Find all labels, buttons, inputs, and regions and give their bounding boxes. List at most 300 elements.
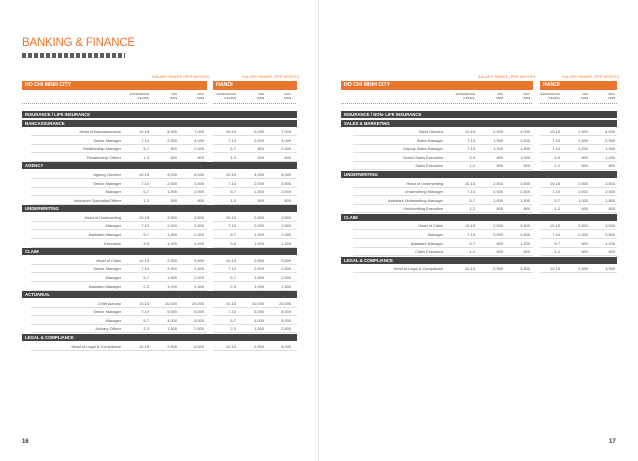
min-salary-value: 4,000 — [254, 171, 264, 177]
min-salary-value: 2,000 — [254, 223, 264, 229]
max-salary-value: 20,000 — [279, 300, 291, 306]
min-salary-value: 4,000 — [167, 171, 177, 177]
role-label: Head of Claim — [96, 257, 121, 263]
max-salary-value: 2,500 — [520, 189, 530, 195]
min-salary-value: 1,500 — [167, 189, 177, 195]
experience-value: 5-7 — [469, 240, 475, 246]
page-number-left: 16 — [22, 439, 29, 445]
max-salary-value: 20,000 — [192, 300, 204, 306]
table-section-header: LEGAL & COMPLIANCE — [22, 334, 297, 341]
header-divider-hanoi — [213, 103, 297, 104]
max-salary-value: 800 — [284, 154, 291, 160]
min-salary-value: 800 — [170, 146, 177, 152]
max-salary-value: 2,500 — [281, 266, 291, 272]
role-label: Deputy Sales Manager — [403, 146, 443, 152]
min-salary-value: 500 — [170, 154, 177, 160]
experience-value: 7-10 — [467, 232, 475, 237]
max-salary-value: 6,000 — [281, 171, 291, 177]
min-salary-value: 800 — [496, 240, 503, 246]
table-row — [0, 240, 617, 247]
role-label: Manager — [105, 274, 121, 280]
table-row — [0, 137, 617, 144]
max-salary-value: 3,500 — [605, 180, 615, 186]
role-label: Manager — [105, 317, 121, 323]
experience-value: 7-10 — [228, 137, 236, 143]
table-row — [0, 248, 617, 255]
max-salary-value: 2,500 — [281, 223, 291, 229]
experience-value: 10-15 — [465, 129, 475, 134]
role-label: Actuary Officer — [95, 326, 121, 332]
min-salary-value: 1,000 — [493, 197, 503, 203]
max-salary-value: 1,500 — [194, 283, 204, 289]
experience-value: 10-15 — [139, 214, 149, 220]
max-salary-value: 3,500 — [520, 223, 530, 229]
experience-value: 5-7 — [143, 146, 149, 152]
experience-value: 7-10 — [141, 266, 149, 272]
min-salary-value: 2,500 — [167, 343, 177, 349]
max-salary-value: 1,500 — [520, 146, 530, 152]
min-salary-value: 2,500 — [167, 214, 177, 220]
city-header-hcm: HO CHI MINH CITY — [22, 81, 207, 90]
min-salary-value: 2,000 — [167, 266, 177, 272]
max-salary-value: 2,500 — [520, 232, 530, 237]
max-salary-value: 2,000 — [281, 146, 291, 152]
experience-value: 10-15 — [139, 343, 149, 349]
min-salary-value: 1,000 — [167, 283, 177, 289]
experience-value: 5-7 — [554, 197, 560, 203]
role-label: Sales Manager — [416, 137, 443, 143]
min-salary-value: 800 — [581, 240, 588, 246]
table-row — [0, 257, 297, 264]
max-salary-value: 1,200 — [281, 240, 291, 246]
max-salary-value: 1,500 — [605, 146, 615, 152]
experience-value: 10-15 — [550, 266, 560, 272]
salary-range-label-hanoi: SALARY RANGE (PER MONTH) — [562, 75, 620, 79]
max-salary-value: 2,500 — [605, 137, 615, 143]
max-salary-value: 3,500 — [605, 266, 615, 272]
min-salary-value: 2,500 — [493, 180, 503, 186]
max-salary-value: 8,000 — [194, 309, 204, 315]
column-header-min: MIN '000$ — [256, 92, 264, 100]
experience-value: 5-7 — [230, 189, 236, 195]
experience-value: 2-3 — [230, 283, 236, 289]
experience-value: 10-15 — [139, 129, 149, 134]
min-salary-value: 2,500 — [167, 257, 177, 263]
experience-value: 1-3 — [143, 197, 149, 203]
experience-value: 7-10 — [228, 309, 236, 315]
experience-value: 10-15 — [465, 223, 475, 229]
min-salary-value: 1,200 — [578, 146, 588, 152]
min-salary-value: 10,000 — [252, 300, 264, 306]
experience-value: 1-2 — [469, 206, 475, 212]
min-salary-value: 1,500 — [167, 274, 177, 280]
min-salary-value: 1,000 — [254, 283, 264, 289]
min-salary-value: 1,500 — [254, 326, 264, 332]
role-label: Relationship Officer — [87, 154, 121, 160]
min-salary-value: 5,000 — [167, 129, 177, 134]
min-salary-value: 2,000 — [493, 189, 503, 195]
table-row — [0, 180, 617, 187]
role-label: Chief Actuary — [97, 300, 121, 306]
min-salary-value: 2,000 — [254, 137, 264, 143]
max-salary-value: 3,500 — [605, 223, 615, 229]
role-label: Head of Legal & Compliance — [393, 266, 443, 272]
min-salary-value: 2,500 — [493, 223, 503, 229]
city-header-hanoi: HANOI — [213, 81, 297, 90]
experience-value: 10-15 — [139, 171, 149, 177]
max-salary-value: 5,000 — [281, 343, 291, 349]
min-salary-value: 600 — [496, 206, 503, 212]
table-row — [0, 188, 617, 195]
min-salary-value: 4,000 — [167, 317, 177, 323]
experience-value: 7-10 — [141, 309, 149, 315]
min-salary-value: 500 — [170, 197, 177, 203]
table-row — [0, 325, 297, 332]
min-salary-value: 2,500 — [578, 223, 588, 229]
city-header-hanoi: HANOI — [540, 81, 617, 90]
min-salary-value: 2,500 — [578, 129, 588, 134]
experience-value: 5-7 — [230, 146, 236, 152]
experience-value: 10-15 — [465, 266, 475, 272]
min-salary-value: 2,500 — [493, 129, 503, 134]
table-section-header: LEGAL & COMPLIANCE — [341, 257, 617, 264]
role-label: Head of Bancassurance — [79, 129, 121, 134]
experience-value: 3-5 — [469, 154, 475, 160]
max-salary-value: 2,000 — [194, 274, 204, 280]
experience-value: 7-10 — [552, 189, 560, 195]
max-salary-value: 800 — [197, 197, 204, 203]
min-salary-value: 500 — [581, 163, 588, 169]
experience-value: 7-10 — [228, 180, 236, 186]
min-salary-value: 2,500 — [254, 343, 264, 349]
experience-value: 5-7 — [230, 232, 236, 237]
max-salary-value: 3,500 — [520, 266, 530, 272]
max-salary-value: 800 — [608, 206, 615, 212]
min-salary-value: 1,500 — [254, 274, 264, 280]
max-salary-value: 3,500 — [194, 214, 204, 220]
title-decoration — [22, 53, 125, 58]
experience-value: 10-15 — [226, 257, 236, 263]
max-salary-value: 6,000 — [194, 171, 204, 177]
min-salary-value: 2,500 — [254, 180, 264, 186]
max-salary-value: 800 — [197, 154, 204, 160]
min-salary-value: 2,000 — [493, 232, 503, 237]
min-salary-value: 1,500 — [254, 232, 264, 237]
experience-value: 5-7 — [143, 274, 149, 280]
max-salary-value: 1,200 — [194, 240, 204, 246]
header-divider-hcm — [22, 103, 207, 104]
max-salary-value: 800 — [523, 249, 530, 255]
experience-value: 10-15 — [226, 129, 236, 134]
experience-value: 10-15 — [139, 300, 149, 306]
max-salary-value: 2,500 — [605, 189, 615, 195]
table-row — [0, 274, 297, 281]
experience-value: 1-2 — [554, 206, 560, 212]
max-salary-value: 2,500 — [520, 137, 530, 143]
experience-value: 10-15 — [226, 171, 236, 177]
min-salary-value: 500 — [257, 154, 264, 160]
min-salary-value: 4,000 — [254, 317, 264, 323]
min-salary-value: 2,500 — [167, 180, 177, 186]
min-salary-value: 2,500 — [578, 266, 588, 272]
header-divider-hcm — [341, 103, 533, 104]
column-header-experience: EXPERIENCE (YEARS) — [216, 92, 236, 100]
table-row — [0, 300, 297, 307]
min-salary-value: 800 — [257, 146, 264, 152]
role-label: Manager — [427, 232, 443, 237]
min-salary-value: 500 — [496, 163, 503, 169]
role-label: Sales Director — [418, 129, 443, 134]
min-salary-value: 1,500 — [167, 326, 177, 332]
experience-value: 5-7 — [143, 189, 149, 195]
max-salary-value: 1,000 — [520, 154, 530, 160]
row-divider — [353, 272, 533, 273]
experience-value: 10-15 — [550, 223, 560, 229]
max-salary-value: 1,200 — [520, 240, 530, 246]
max-salary-value: 3,500 — [194, 180, 204, 186]
table-section-header: BANCASSURANCE — [22, 120, 297, 127]
max-salary-value: 3,500 — [281, 214, 291, 220]
min-salary-value: 2,000 — [167, 223, 177, 229]
max-salary-value: 2,500 — [194, 223, 204, 229]
max-salary-value: 2,500 — [194, 266, 204, 272]
table-section-header: CLAIM — [341, 214, 617, 221]
experience-value: 7-10 — [552, 137, 560, 143]
column-header-max: MAX '000$ — [522, 92, 530, 100]
table-section-header: ACTUARIAL — [22, 291, 297, 298]
max-salary-value: 7,000 — [281, 129, 291, 134]
role-label: Senior Manager — [93, 266, 121, 272]
role-label: Assistant Manager — [410, 240, 443, 246]
salary-range-label-hcm: SALARY RANGE (PER MONTH) — [478, 75, 536, 79]
max-salary-value: 1,500 — [281, 283, 291, 289]
salary-range-label-hanoi: SALARY RANGE (PER MONTH) — [242, 75, 300, 79]
table-section-header: AGENCY — [22, 162, 297, 169]
experience-value: 7-10 — [552, 146, 560, 152]
table-section-header: INSURANCE / NON- LIFE INSURANCE — [341, 111, 617, 118]
column-header-experience: EXPERIENCE (YEARS) — [540, 92, 560, 100]
max-salary-value: 1,000 — [605, 154, 615, 160]
experience-value: 5-7 — [554, 240, 560, 246]
table-section-header: UNDERWRITING — [341, 171, 617, 178]
table-row — [0, 205, 617, 212]
role-label: Executive — [104, 240, 121, 246]
experience-value: 7-10 — [228, 223, 236, 229]
experience-value: 10-15 — [139, 257, 149, 263]
experience-value: 10-15 — [226, 343, 236, 349]
min-salary-value: 1,000 — [167, 240, 177, 246]
max-salary-value: 2,000 — [281, 189, 291, 195]
experience-value: 1-2 — [469, 249, 475, 255]
max-salary-value: 5,000 — [194, 343, 204, 349]
role-label: Sales Executive — [415, 163, 443, 169]
experience-value: 5-7 — [469, 197, 475, 203]
table-row — [0, 308, 297, 315]
min-salary-value: 500 — [257, 197, 264, 203]
table-row — [0, 197, 617, 204]
experience-value: 1-2 — [469, 163, 475, 169]
max-salary-value: 4,000 — [605, 129, 615, 134]
max-salary-value: 1,200 — [605, 240, 615, 246]
column-header-min: MIN '000$ — [580, 92, 588, 100]
table-row — [0, 317, 297, 324]
experience-value: 3-5 — [554, 154, 560, 160]
table-section-header: SALES & MARKETING — [341, 120, 617, 127]
table-row — [0, 154, 617, 161]
max-salary-value: 3,500 — [194, 257, 204, 263]
table-row — [0, 171, 297, 178]
role-label: Head of Legal & Compliance — [71, 343, 121, 349]
table-row — [0, 283, 297, 290]
min-salary-value: 2,000 — [254, 266, 264, 272]
city-header-hcm: HO CHI MINH CITY — [341, 81, 533, 90]
min-salary-value: 1,500 — [578, 137, 588, 143]
experience-value: 7-10 — [467, 137, 475, 143]
column-header-max: MAX '000$ — [283, 92, 291, 100]
min-salary-value: 1,200 — [493, 146, 503, 152]
role-label: Underwriting Executive — [403, 206, 443, 212]
experience-value: 10-15 — [226, 214, 236, 220]
experience-value: 3-5 — [143, 240, 149, 246]
table-row — [0, 222, 617, 229]
column-header-min: MIN '000$ — [495, 92, 503, 100]
min-salary-value: 2,000 — [578, 189, 588, 195]
max-salary-value: 2,000 — [281, 274, 291, 280]
row-divider — [540, 272, 617, 273]
min-salary-value: 2,500 — [493, 266, 503, 272]
row-divider — [31, 350, 207, 351]
max-salary-value: 3,500 — [520, 180, 530, 186]
role-label: Senior Manager — [93, 180, 121, 186]
role-label: Agency Director — [93, 171, 121, 177]
max-salary-value: 1,500 — [520, 197, 530, 203]
max-salary-value: 2,000 — [194, 146, 204, 152]
experience-value: 1-3 — [143, 154, 149, 160]
min-salary-value: 1,500 — [167, 232, 177, 237]
experience-value: 1-3 — [230, 154, 236, 160]
role-label: Senior Manager — [93, 137, 121, 143]
experience-value: 1-2 — [554, 249, 560, 255]
max-salary-value: 800 — [523, 163, 530, 169]
column-header-experience: EXPERIENCE (YEARS) — [455, 92, 475, 100]
experience-value: 10-15 — [465, 180, 475, 186]
role-label: Manager — [105, 223, 121, 229]
table-section-header: UNDERWRITING — [22, 205, 297, 212]
min-salary-value: 600 — [581, 206, 588, 212]
min-salary-value: 2,500 — [167, 137, 177, 143]
experience-value: 1-3 — [230, 197, 236, 203]
experience-value: 7-10 — [228, 266, 236, 272]
role-label: Insurance Specialist/Officer — [73, 197, 121, 203]
min-salary-value: 2,500 — [578, 180, 588, 186]
table-row — [0, 343, 297, 350]
experience-value: 7-10 — [552, 232, 560, 237]
table-section-header: CLAIM — [22, 248, 297, 255]
role-label: Head of Underwriting — [84, 214, 121, 220]
min-salary-value: 600 — [581, 249, 588, 255]
table-row — [0, 162, 617, 169]
experience-value: 2-3 — [143, 326, 149, 332]
table-row — [0, 128, 617, 135]
min-salary-value: 800 — [581, 154, 588, 160]
experience-value: 5-7 — [143, 317, 149, 323]
role-label: Head of Underwriting — [406, 180, 443, 186]
table-row — [0, 214, 297, 221]
role-label: Assistant Manager — [88, 283, 121, 289]
max-salary-value: 2,500 — [194, 326, 204, 332]
max-salary-value: 2,000 — [281, 232, 291, 237]
max-salary-value: 5,000 — [281, 317, 291, 323]
experience-value: 5-7 — [230, 274, 236, 280]
experience-value: 7-10 — [467, 146, 475, 152]
max-salary-value: 3,500 — [281, 180, 291, 186]
table-row — [0, 231, 617, 238]
experience-value: 1-2 — [554, 163, 560, 169]
min-salary-value: 1,500 — [493, 137, 503, 143]
min-salary-value: 5,000 — [254, 309, 264, 315]
max-salary-value: 800 — [608, 163, 615, 169]
row-divider — [213, 350, 297, 351]
experience-value: 10-15 — [226, 300, 236, 306]
role-label: Assistant Manager — [88, 232, 121, 237]
max-salary-value: 2,500 — [281, 326, 291, 332]
max-salary-value: 800 — [608, 249, 615, 255]
page-number-right: 17 — [609, 439, 616, 445]
max-salary-value: 4,000 — [194, 137, 204, 143]
role-label: Underwriting Manager — [404, 189, 443, 195]
min-salary-value: 1,000 — [254, 240, 264, 246]
role-label: Relationship Manager — [83, 146, 121, 152]
max-salary-value: 1,500 — [605, 197, 615, 203]
max-salary-value: 800 — [284, 197, 291, 203]
min-salary-value: 5,000 — [254, 129, 264, 134]
salary-range-label-hcm: SALARY RANGE (PER MONTH) — [152, 75, 210, 79]
min-salary-value: 10,000 — [165, 300, 177, 306]
role-label: Head of Claim — [418, 223, 443, 229]
min-salary-value: 800 — [496, 154, 503, 160]
role-label: Senior Manager — [93, 309, 121, 315]
experience-value: 3-5 — [230, 240, 236, 246]
experience-value: 2-3 — [143, 283, 149, 289]
table-section-header: INSURANCE / LIFE INSURANCE — [22, 111, 297, 118]
min-salary-value: 1,500 — [254, 189, 264, 195]
max-salary-value: 2,500 — [605, 232, 615, 237]
section-title: BANKING & FINANCE — [22, 37, 135, 49]
experience-value: 2-3 — [230, 326, 236, 332]
role-label: Assistant Underwriting Manager — [387, 197, 443, 203]
role-label: Claim Executive — [415, 249, 443, 255]
column-header-experience: EXPERIENCE (YEARS) — [129, 92, 149, 100]
min-salary-value: 5,000 — [167, 309, 177, 315]
header-divider-hanoi — [540, 103, 617, 104]
experience-value: 5-7 — [230, 317, 236, 323]
max-salary-value: 3,500 — [281, 257, 291, 263]
min-salary-value: 2,000 — [578, 232, 588, 237]
column-header-max: MAX '000$ — [196, 92, 204, 100]
max-salary-value: 2,000 — [194, 232, 204, 237]
max-salary-value: 2,000 — [194, 189, 204, 195]
max-salary-value: 8,000 — [281, 309, 291, 315]
table-row — [0, 145, 617, 152]
role-label: Senior Sales Executive — [402, 154, 443, 160]
experience-value: 7-10 — [141, 137, 149, 143]
column-header-min: MIN '000$ — [169, 92, 177, 100]
experience-value: 7-10 — [141, 180, 149, 186]
max-salary-value: 7,000 — [194, 129, 204, 134]
column-header-max: MAX '000$ — [607, 92, 615, 100]
experience-value: 10-15 — [550, 129, 560, 134]
experience-value: 7-10 — [467, 189, 475, 195]
